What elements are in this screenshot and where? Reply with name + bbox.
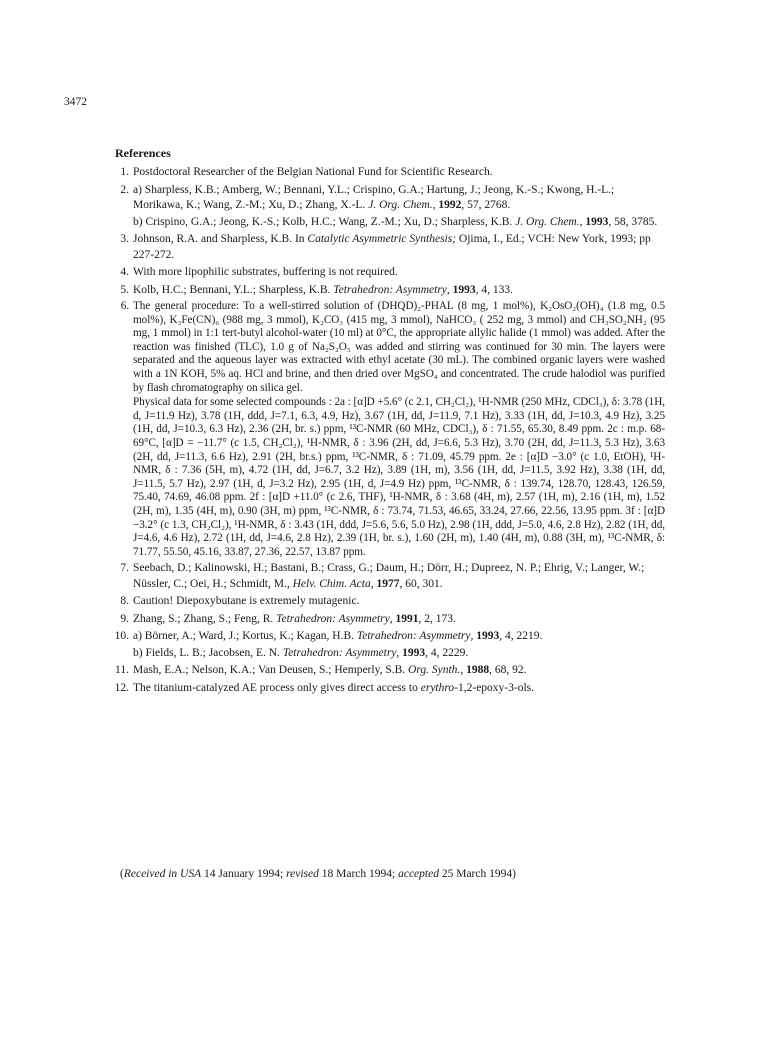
journal-name: Helv. Chim. Acta <box>292 577 371 590</box>
reference-publisher: Ojima, I., Ed.; VCH: New York, 1993; pp 227-272. <box>133 233 651 261</box>
reference-10b: b) Fields, L. B.; Jacobsen, E. N. Tetrahedron: Asymmetry, 1993, 4, 2229. <box>133 646 469 659</box>
general-procedure-text: The general procedure: To a well-stirred solution of (DHQD)₂-PHAL (8 mg, 1 mol%), K₂OsO₂(OH)₄ (1.8 mg, 0.5 mol%), K₃Fe(CN)₆ (988 mg, 3 mmol), K₂CO₃ (415 mg, 3 mmol), NaHCO₃ ( 252 mg, 3 mmol) and CH₃SO₂NH₂ (95 mg, 1 mmol) in 1:1 tert-butyl alcohol-water (10 ml) at 0°C, the appropriate allylic halide (1 mmol) was added. After the reaction was finished (TLC), 1.0 g of Na₂S₂O₅ was added and stirring was continued for 30 min. The layers were separated and the aqueous layer was extracted with ethyl acetate (30 mL). The combined organic layers were washed with a 1N KOH, 5% aq. HCl and brine, and then dried over MgSO₄ and concentrated. The crude halodiol was purified by flash chromatography on silica gel. <box>133 300 665 394</box>
references-section <box>115 146 665 698</box>
reference-5: 5. Kolb, H.C.; Bennani, Y.L.; Sharpless, K.B. Tetrahedron: Asymmetry, 1993, 4, 133. <box>115 283 665 299</box>
reference-number: 6. <box>120 300 129 312</box>
accepted-label: accepted <box>398 868 439 880</box>
reference-8 <box>115 594 665 610</box>
reference-volume-pages: , 4, 133. <box>475 283 514 296</box>
reference-number: 3. <box>120 233 129 245</box>
reference-number: 9. <box>120 612 129 625</box>
journal-name: J. Org. Chem. <box>515 215 580 228</box>
accepted-date: 25 March 1994 <box>441 868 513 880</box>
reference-12 <box>115 681 665 697</box>
reference-6 <box>115 300 665 559</box>
reference-1 <box>115 165 665 181</box>
reference-authors: Mash, E.A.; Nelson, K.A.; Van Deusen, S.; Hemperly, S.B. <box>133 664 406 677</box>
reference-year: 1992 <box>438 199 462 211</box>
reference-10a: a) Börner, A.; Ward, J.; Kortus, K.; Kagan, H.B. Tetrahedron: Asymmetry, 1993, 4, 2219. <box>133 630 543 643</box>
reference-number: 8. <box>120 595 129 608</box>
reference-italic-term: erythro <box>420 681 455 694</box>
reference-4 <box>115 265 665 281</box>
reference-2b: b) Crispino, G.A.; Jeong, K.-S.; Kolb, H.C.; Wang, Z.-M.; Xu, D.; Sharpless, K.B. J. Org. Chem., 1993, 58, 3785. <box>133 215 658 228</box>
reference-9: 9. Zhang, S.; Zhang, S.; Feng, R. Tetrahedron: Asymmetry, 1991, 2, 173. <box>115 612 665 628</box>
reference-10 <box>115 629 665 661</box>
reference-number: 2. <box>120 183 129 196</box>
reference-volume-pages: , 68, 92. <box>489 664 527 677</box>
received-date: 14 January 1994; <box>203 868 284 880</box>
reference-number: 5. <box>120 283 129 296</box>
received-label: Received in USA <box>123 868 202 880</box>
received-dates-line: (Received in USA 14 January 1994; revised 18 March 1994; accepted 25 March 1994) <box>120 868 516 880</box>
reference-year: 1993 <box>476 630 500 643</box>
reference-authors: Johnson, R.A. and Sharpless, K.B. In <box>133 233 305 245</box>
references-list <box>115 165 665 696</box>
reference-authors: Zhang, S.; Zhang, S.; Feng, R. <box>133 612 274 625</box>
reference-number: 7. <box>120 562 129 575</box>
reference-authors: b) Crispino, G.A.; Jeong, K.-S.; Kolb, H.C.; Wang, Z.-M.; Xu, D.; Sharpless, K.B. <box>133 215 513 228</box>
reference-authors: Kolb, H.C.; Bennani, Y.L.; Sharpless, K.B. <box>133 283 331 296</box>
reference-number: 12. <box>114 681 129 694</box>
reference-volume-pages: , 4, 2229. <box>425 646 469 659</box>
page-number: 3472 <box>64 96 87 108</box>
reference-year: 1977 <box>376 577 400 590</box>
reference-volume-pages: , 4, 2219. <box>499 630 543 643</box>
reference-year: 1993 <box>402 646 426 659</box>
revised-date: 18 March 1994; <box>321 868 396 880</box>
reference-volume-pages: , 57, 2768. <box>461 199 511 211</box>
reference-number: 4. <box>120 266 129 278</box>
reference-2 <box>115 183 665 231</box>
physical-data-text: Physical data for some selected compounds : 2a : [α]D +5.6° (c 2.1, CH₂Cl₂), ¹H-NMR (250 MHz, CDCl₃), δ: 3.78 (1H, d, J=11.9 Hz), 3.78 (1H, ddd, J=7.1, 6.3, 4.9, Hz), 3.67 (1H, dd, J=11.9, 7.1 Hz), 3.33 (1H, dd, J=10.3, 4.9 Hz), 3.25 (1H, dd, J=10.3, 6.3 Hz), 2.36 (2H, br. s.) ppm, ¹³C-NMR (60 MHz, CDCl₃), δ : 71.55, 65.30, 8.49 ppm. 2c : m.p. 68-69°C, [α]D = −11.7° (c 1.5, CH₂Cl₂), ¹H-NMR, δ : 3.96 (2H, dd, J=6.6, 5.3 Hz), 3.70 (2H, dd, J=11.3, 5.3 Hz), 3.63 (2H, dd, J=11.3, 6.6 Hz), 2.91 (2H, br.s.) ppm, ¹³C-NMR, δ : 71.09, 45.79 ppm. 2e : [α]D −3.0° (c 1.0, EtOH), ¹H-NMR, δ : 7.36 (5H, m), 4.72 (1H, dd, J=6.7, 3.2 Hz), 3.89 (1H, m), 3.56 (1H, dd, J=11.5, 3.92 Hz), 3.38 (1H, dd, J=11.5, 5.7 Hz), 2.97 (1H, d, J=3.2 Hz), 2.95 (1H, d, J=4.9 Hz) ppm, ¹³C-NMR, δ : 139.74, 128.70, 128.43, 126.59, 75.40, 74.69, 46.08 ppm. 2f : [α]D +11.0° (c 2.6, THF), ¹H-NMR, δ : 3.68 (4H, m), 2.57 (1H, m), 2.16 (1H, m), 1.52 (2H, m), 1.35 (4H, m), 0.90 (3H, m) ppm, ¹³C-NMR, δ : 73.74, 71.53, 46.65, 33.24, 27.66, 22.56, 13.95 ppm. 3f : [α]D −3.2° (c 1.3, CH₂Cl₂), ¹H-NMR, δ : 3.43 (1H, ddd, J=5.6, 5.6, 5.0 Hz), 2.98 (1H, ddd, J=5.0, 4.6, 2.8 Hz), 2.82 (1H, dd, J=4.6, 4.6 Hz), 2.72 (1H, dd, J=4.6, 2.8 Hz), 2.39 (1H, br. s.), 1.60 (2H, m), 1.40 (4H, m), 0.88 (3H, m), ¹³C-NMR, δ: 71.77, 55.50, 45.16, 33.87, 27.36, 22.57, 13.87 ppm. <box>133 396 665 558</box>
reference-authors: b) Fields, L. B.; Jacobsen, E. N. <box>133 646 280 659</box>
reference-number: 10. <box>114 630 129 643</box>
journal-name: Tetrahedron: Asymmetry <box>276 612 390 625</box>
reference-number: 11. <box>115 664 129 677</box>
reference-year: 1988 <box>466 664 490 677</box>
reference-number: 1. <box>120 166 129 178</box>
journal-name: Tetrahedron: Asymmetry <box>333 283 447 296</box>
reference-year: 1991 <box>395 612 419 625</box>
reference-authors: a) Sharpless, K.B.; Amberg, W.; Bennani, Y.L.; Crispino, G.A.; Hartung, J.; Jeong, K.-S.; Kwong, H.-L.; Morikawa, K.; Wang, Z.-M.; Xu, D.; Zhang, X.-L. <box>133 183 615 211</box>
reference-text: With more lipophilic substrates, buffering is not required. <box>133 266 398 278</box>
journal-name: J. Org. Chem. <box>368 199 433 211</box>
reference-3 <box>115 232 665 263</box>
reference-volume-pages: , 60, 301. <box>399 577 443 590</box>
book-title: Catalytic Asymmetric Synthesis; <box>307 233 457 245</box>
reference-text: Postdoctoral Researcher of the Belgian National Fund for Scientific Research. <box>133 166 493 178</box>
journal-name: Tetrahedron: Asymmetry <box>356 630 471 643</box>
reference-year: 1993 <box>452 283 476 296</box>
reference-volume-pages: , 58, 3785. <box>608 215 658 228</box>
reference-text: The titanium-catalyzed AE process only gives direct access to <box>133 681 418 694</box>
journal-name: Org. Synth. <box>408 664 461 677</box>
reference-2a: a) Sharpless, K.B.; Amberg, W.; Bennani, Y.L.; Crispino, G.A.; Hartung, J.; Jeong, K.-S.; Kwong, H.-L.; Morikawa, K.; Wang, Z.-M.; Xu, D.; Zhang, X.-L. J. Org. Chem., 1992, 57, 2768. <box>133 183 615 211</box>
reference-volume-pages: , 2, 173. <box>418 612 456 625</box>
reference-7: 7. Seebach, D.; Kalinowski, H.; Bastani, B.; Crass, G.; Daum, H.; Dörr, H.; Dupreez, N. P.; Ehrig, V.; Langer, W.; Nüssler, C.; Oei, H.; Schmidt, M., Helv. Chim. Acta, 1977, 60, 301. <box>115 561 665 592</box>
reference-year: 1993 <box>585 215 609 228</box>
references-heading: References <box>115 146 171 160</box>
reference-text: Caution! Diepoxybutane is extremely mutagenic. <box>133 595 360 608</box>
reference-authors: a) Börner, A.; Ward, J.; Kortus, K.; Kagan, H.B. <box>133 630 355 643</box>
reference-11: 11. Mash, E.A.; Nelson, K.A.; Van Deusen, S.; Hemperly, S.B. Org. Synth., 1988, 68, 92. <box>115 663 665 679</box>
reference-text-end: -1,2-epoxy-3-ols. <box>454 681 535 694</box>
reference-authors: Seebach, D.; Kalinowski, H.; Bastani, B.; Crass, G.; Daum, H.; Dörr, H.; Dupreez, N. P.; Ehrig, V.; Langer, W.; Nüssler, C.; Oei, H.; Schmidt, M., <box>133 562 645 590</box>
revised-label: revised <box>286 868 319 880</box>
journal-name: Tetrahedron: Asymmetry <box>282 646 397 659</box>
